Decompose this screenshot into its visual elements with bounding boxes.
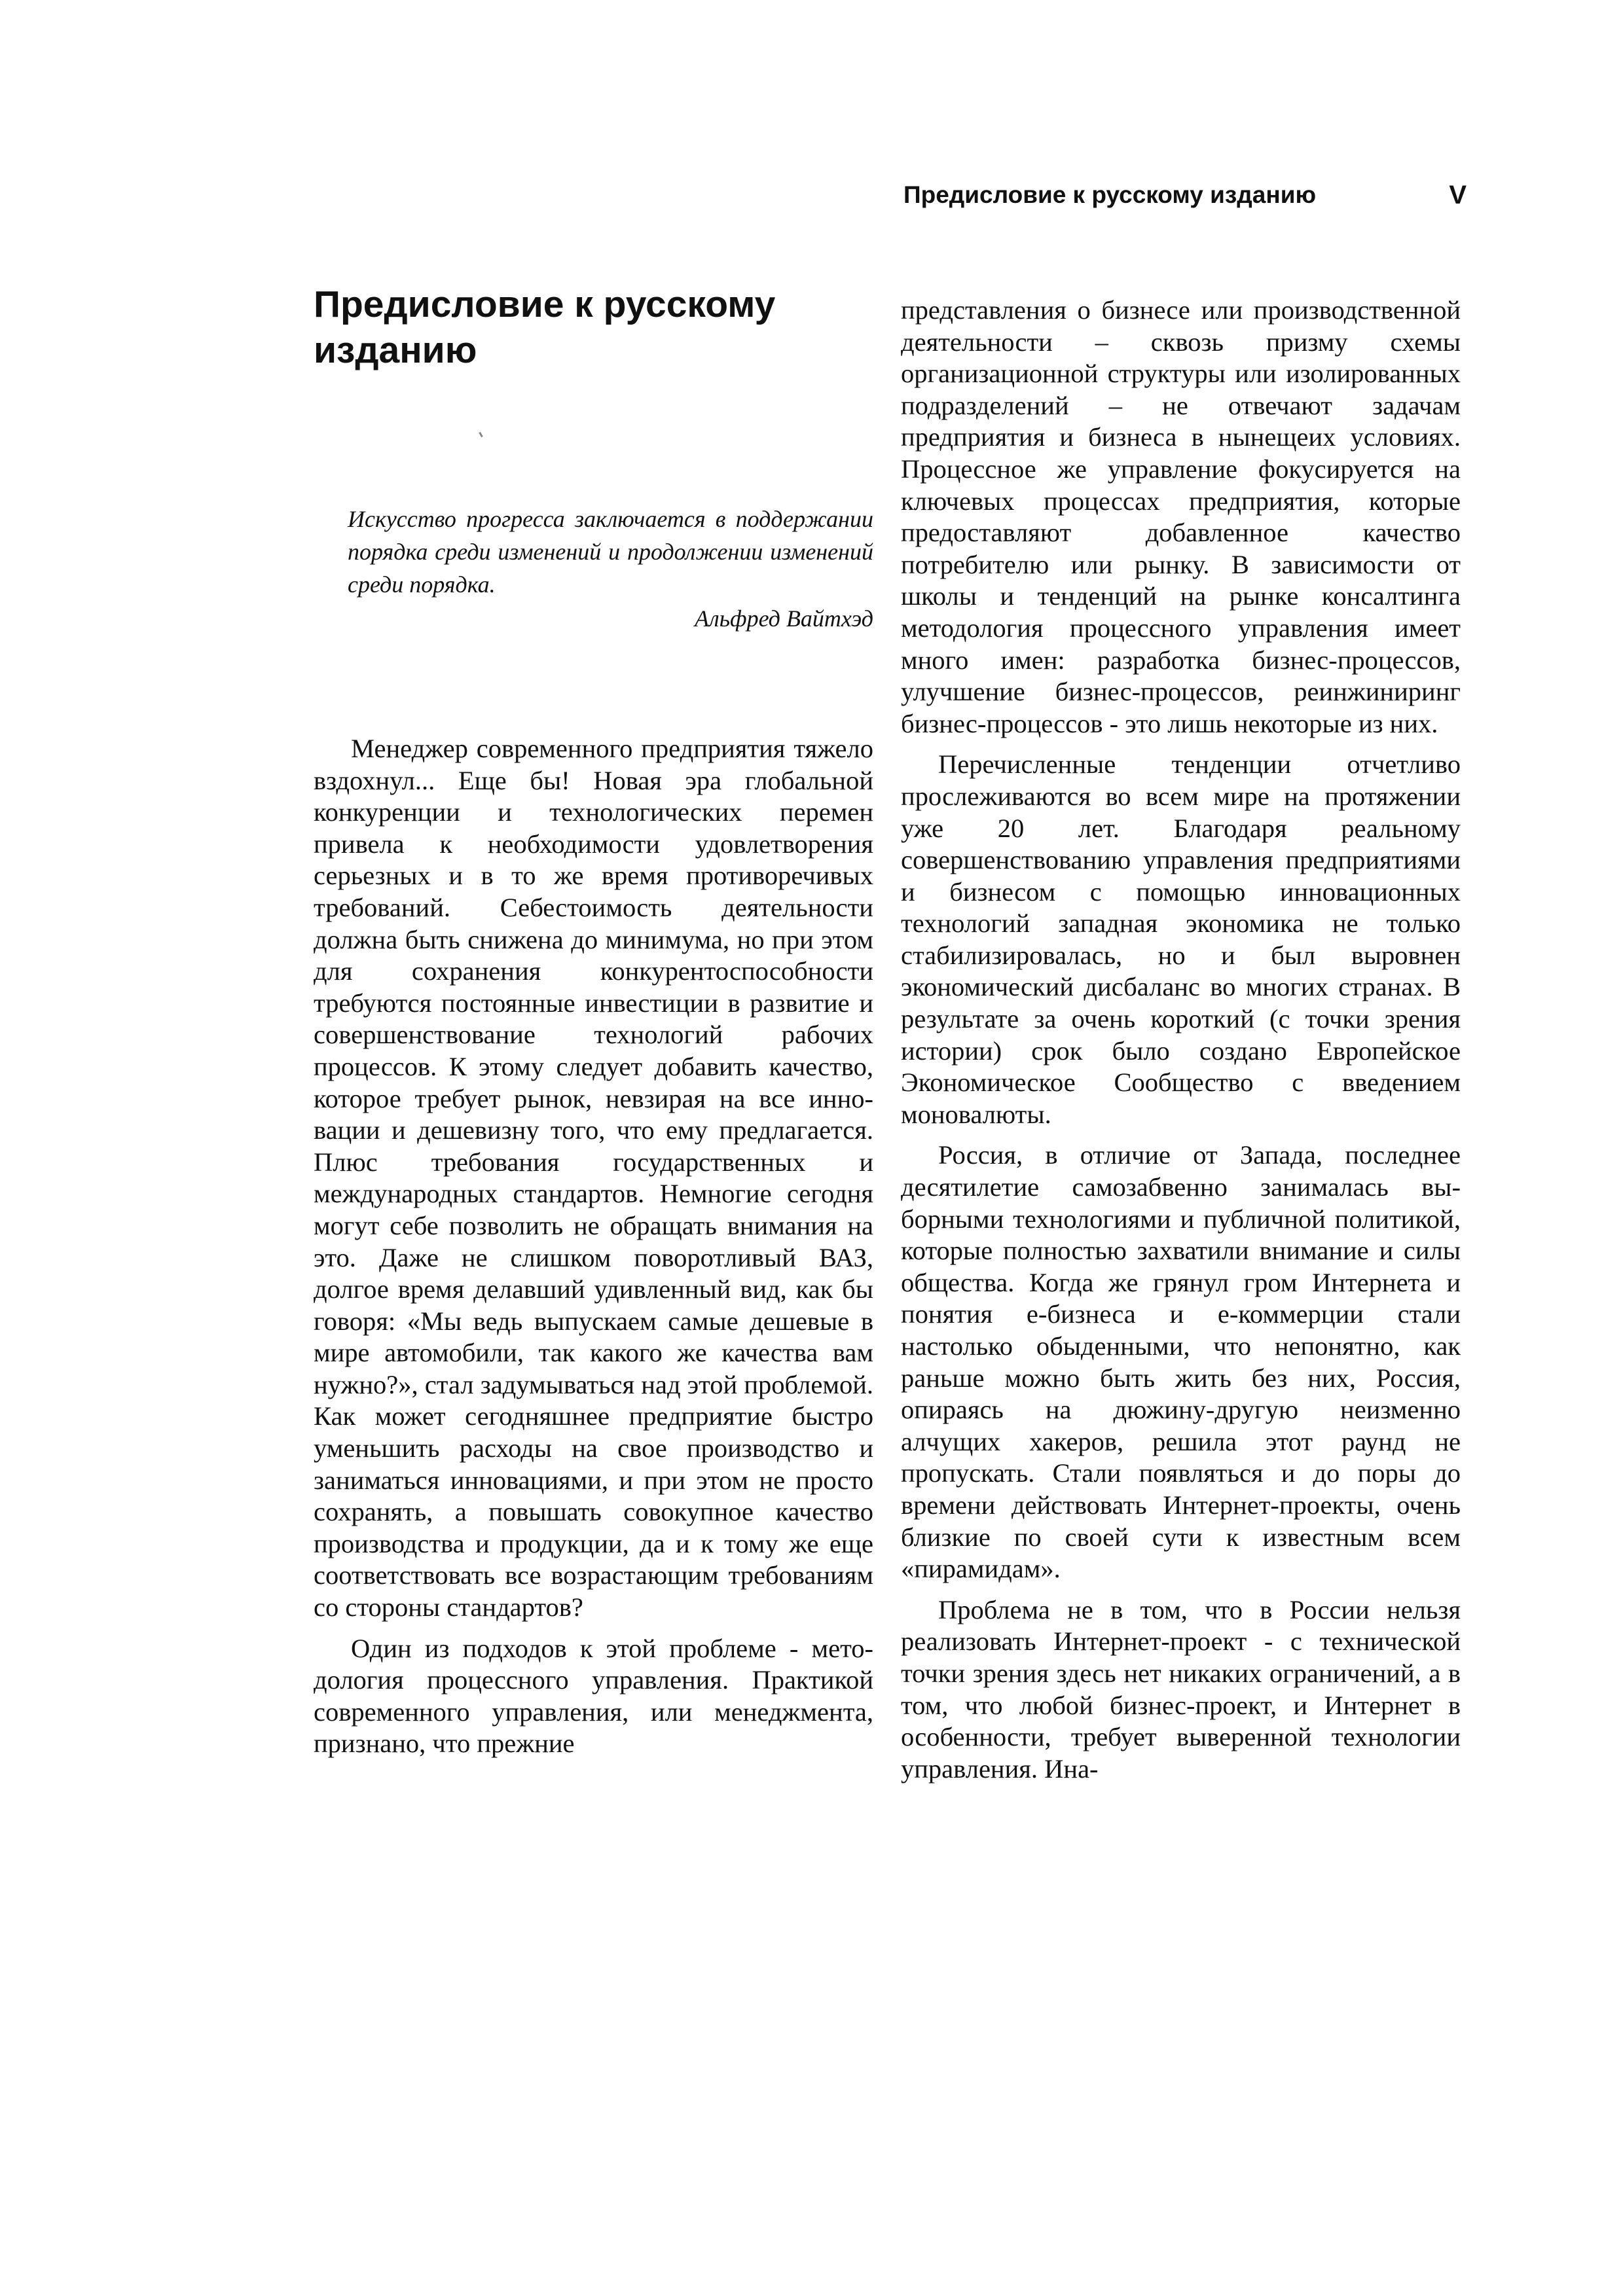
chapter-title: Предисловие к русскому изданию [314, 283, 776, 371]
paragraph: Проблема не в том, что в России нельзя реализовать Интернет-проект - с технической точки зрения здесь нет никаких ограничений, а в том, что любой бизнес-проект, и Интернет в особенности, требует выверенной технологии управления. Ина- [901, 1594, 1461, 1784]
paragraph: Перечисленные тенденции отчетливо прослеживаются во всем мире на протяжении уже 20 лет. Благодаря реальному совершенствованию управления предприятиями и бизнесом с помощью инновационных технологий западная экономика не только стабилизировалась, но и был выровнен экономический дисбаланс во многих странах. В результате за очень короткий (с точки зрения истории) срок было создано Европейское Экономическое Сообщество с введением моновалюты. [901, 749, 1461, 1129]
epigraph [314, 503, 873, 635]
running-head-title: Предисловие к русскому изданию [903, 181, 1317, 208]
paragraph: представления о бизнесе или производственной деятельности – сквозь призму схемы организационной структуры или изолированных подразделений – не отвечают задачам предприятия и бизнеса в нынещеих условиях. Процессное же управление фокусируется на ключевых процессах предприятия, которые предоставляют добавленное качество потребителю или рынку. В зависимости от школы и тенденций на рынке консалтинга методология процессного управления имеет много имен: разработка бизнес-процессов, улучшение бизнес-процессов, реинжиниринг бизнес-процессов - это лишь некоторые из них. [901, 295, 1461, 738]
epigraph-text: Искусство прогресса заключается в поддержании порядка среди изменений и продолжении изменений среди порядка. [348, 506, 873, 598]
right-column [901, 295, 1461, 1794]
left-column [314, 281, 873, 1769]
paragraph: Один из подходов к этой проблеме - методология процессного управления. Практикой современного управления, или менеджмента, признано, что прежние [314, 1633, 873, 1759]
running-head [903, 175, 1467, 215]
paragraph: Россия, в отличие от Запада, последнее десятилетие самозабвенно занималась выборными технологиями и публичной политикой, которые полностью захватили внимание и силы общества. Когда же грянул гром Интернета и понятия е-бизнеса и е-коммерции стали настолько обыденными, что непонятно, как раньше можно быть жить без них, Россия, опираясь на дюжину-другую неизменно алчущих хакеров, решила этот раунд не пропускать. Стали появляться и до поры до времени действовать Интернет-проекты, очень близкие по своей сути к известным всем «пирамидам». [901, 1140, 1461, 1584]
left-column-body [314, 733, 873, 1760]
page-number: V [1449, 181, 1467, 209]
epigraph-author: Альфред Вайтхэд [694, 605, 873, 632]
paragraph: Менеджер современного предприятия тяжело вздохнул... Еще бы! Новая эра глобальной конкуренции и технологических перемен привела к необходимости удовлетворения серьезных и в то же время противоречивых требований. Себестоимость деятельности должна быть снижена до минимума, но при этом для сохранения конкурентоспособности требуются постоянные инвестиции в развитие и совершенствование технологий рабочих процессов. К этому следует добавить качество, которое требует рынок, невзирая на все инновации и дешевизну того, что ему предлагается. Плюс требования государственных и международных стандартов. Немногие сегодня могут себе позволить не обращать внимания на это. Даже не слишком поворотливый ВАЗ, долгое время делавший удивленный вид, как бы говоря: «Мы ведь выпускаем самые дешевые в мире автомобили, так какого же качества вам нужно?», стал задумываться над этой проблемой. Как может сегодняшнее предприятие быстро уменьшить расходы на свое производство и заниматься инновациями, и при этом не просто сохранять, а повышать совокупное качество производства и продукции, да и к тому же еще соответствовать все возрастающим требованиям со стороны стандартов? [314, 734, 873, 1623]
